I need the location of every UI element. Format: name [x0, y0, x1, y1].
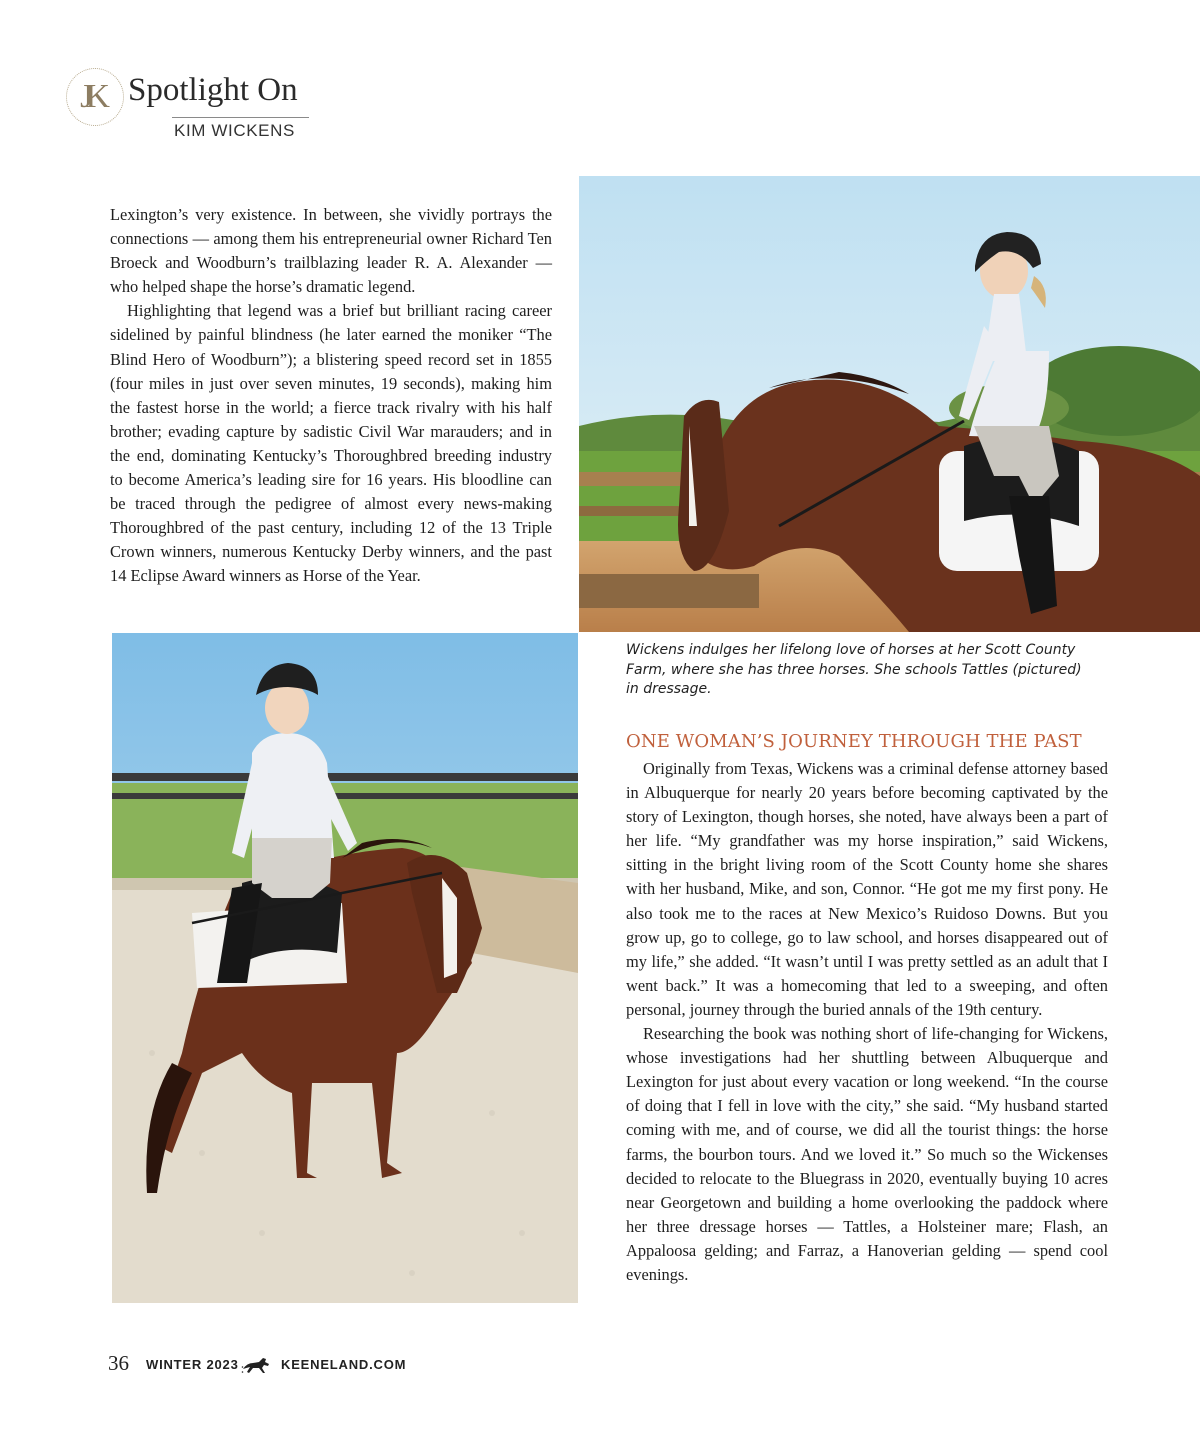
issue-label: WINTER 2023 — [146, 1357, 239, 1372]
header-divider — [172, 117, 309, 118]
body-paragraph: Researching the book was nothing short of life-changing for Wickens, whose investigations had her shuttling between Albuquerque and Lexington for just about every vacation or long weekend. “In the course of doing that I fell in love with the city,” she said. “My husband started coming with me, and of course, we did all the tourist things: the horse farms, the bourbon tours. And we loved it.” So much so the Wickenses decided to relocate to the Bluegrass in 2020, eventually buying 10 acres near Georgetown and building a home overlooking the paddock where her three dressage horses — Tattles, a Holsteiner mare; Flash, an Appaloosa gelding; and Farraz, a Hanoverian gelding — spend cool evenings. — [626, 1024, 1108, 1284]
left-column-text — [110, 203, 552, 589]
photo-rider-side-view — [579, 176, 1200, 632]
horse-racing-icon — [241, 1355, 273, 1380]
body-paragraph: Highlighting that legend was a brief but brilliant racing career sidelined by painful blindness (he later earned the moniker “The Blind Hero of Woodburn”); a blistering speed record set in 1855 (four miles in just over seven minutes, 19 seconds), making him the fastest horse in the world; a fierce track rivalry with his half brother; evading capture by sadistic Civil War marauders; and in the end, dominating Kentucky’s Thoroughbred breeding industry to become America’s leading sire for 16 years. His bloodline can be traced through the pedigree of almost every news-making Thoroughbred of the past century, including 12 of the 13 Triple Crown winners, numerous Kentucky Derby winners, and the past 14 Eclipse Award winners as Horse of the Year. — [110, 301, 552, 586]
section-heading: ONE WOMAN’S JOURNEY THROUGH THE PAST — [626, 731, 1082, 752]
photo-caption: Wickens indulges her lifelong love of horses at her Scott County Farm, where she has three horses. She schools Tattles (pictured) in dressage. — [626, 642, 1082, 697]
body-paragraph: Lexington’s very existence. In between, she vividly portrays the connections — among them his entrepreneurial owner Richard Ten Broeck and Woodburn’s trailblazing leader R. A. Alexander — who helped shape the horse’s dramatic legend. — [110, 205, 552, 297]
photo-rider-front-view — [112, 633, 578, 1303]
logo-emblem — [66, 68, 124, 126]
section-subtitle: KIM WICKENS — [174, 121, 295, 140]
right-column-text — [626, 757, 1108, 1287]
logo-monogram: JK — [80, 78, 102, 115]
site-url: KEENELAND.COM — [281, 1357, 407, 1372]
body-paragraph: Originally from Texas, Wickens was a criminal defense attorney based in Albuquerque for nearly 20 years before becoming captivated by the story of Lexington, though horses, she noted, have always been a part of her life. “My grandfather was my horse inspiration,” said Wickens, sitting in the bright living room of the Scott County home she shares with her husband, Mike, and son, Connor. “He got me my first pony. He also took me to the races at New Mexico’s Ruidoso Downs. But you grow up, go to college, go to law school, and horses disappeared out of my life,” she added. “It wasn’t until I was pretty settled as an adult that I went back.” It was a homecoming that led to a sweeping, and often personal, journey through the buried annals of the 19th century. — [626, 759, 1108, 1019]
page-number: 36 — [108, 1351, 129, 1375]
section-title: Spotlight On — [128, 72, 298, 108]
